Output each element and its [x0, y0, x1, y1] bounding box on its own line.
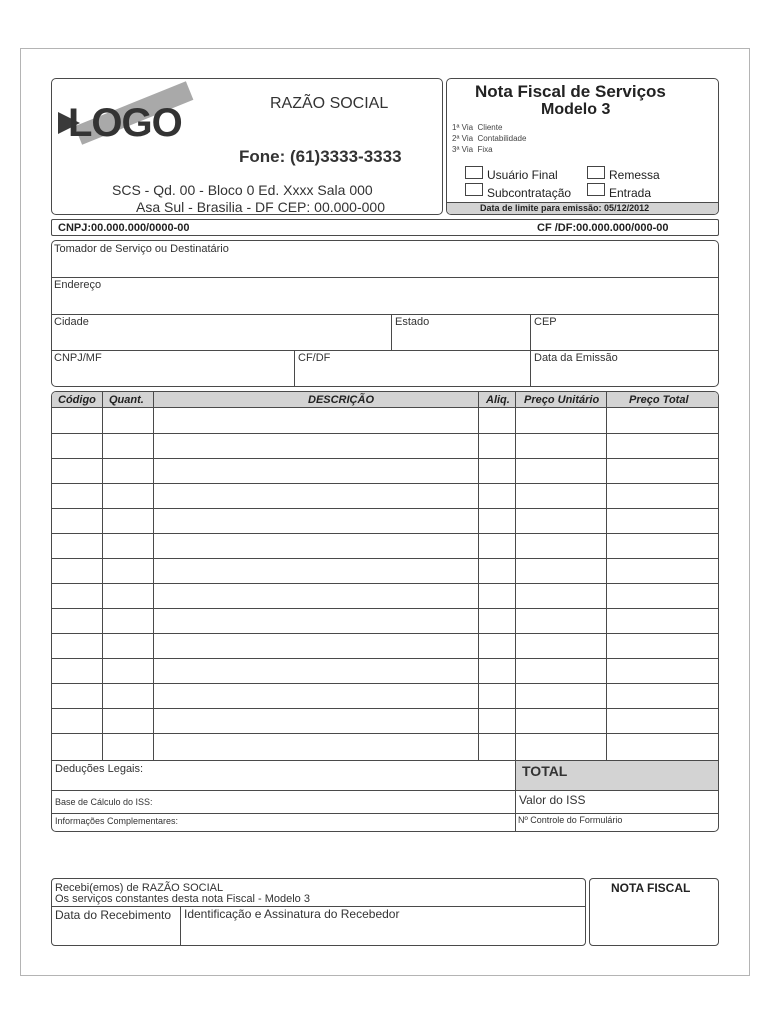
- table-row-divider: [52, 583, 718, 584]
- subcontratacao-label: Subcontratação: [487, 186, 572, 200]
- col-header-quant: Quant.: [109, 394, 144, 406]
- divider: [52, 813, 718, 814]
- receipt-line2: Os serviços constantes desta nota Fiscal - Modelo 3: [55, 893, 310, 905]
- subcontratacao-checkbox[interactable]: [465, 183, 483, 196]
- data-emissao-field[interactable]: Data da Emissão: [534, 352, 618, 364]
- nota-title: Nota Fiscal de Serviços: [475, 82, 666, 101]
- table-row-divider: [52, 733, 718, 734]
- issuer-address-line2: Asa Sul - Brasilia - DF CEP: 00.000-000: [136, 199, 385, 215]
- entrada-label: Entrada: [609, 186, 652, 200]
- via-2: 2ª Via Contabilidade: [452, 134, 527, 143]
- table-row-divider: [52, 708, 718, 709]
- cep-field[interactable]: CEP: [534, 316, 557, 328]
- issuer-phone: Fone: (61)3333-3333: [239, 147, 402, 166]
- cf-df-field[interactable]: CF/DF: [298, 352, 331, 364]
- col-header-codigo: Código: [58, 394, 96, 406]
- table-row-divider: [52, 683, 718, 684]
- col-header-preco-total: Preço Total: [629, 394, 689, 406]
- issuer-box: [51, 78, 443, 215]
- endereco-field[interactable]: Endereço: [54, 279, 102, 291]
- divider: [52, 350, 718, 351]
- col-header-descricao: DESCRIÇÃO: [308, 394, 375, 406]
- divider: [530, 314, 531, 387]
- divider: [180, 906, 181, 945]
- table-row-divider: [52, 533, 718, 534]
- table-row-divider: [52, 633, 718, 634]
- table-row-divider: [52, 433, 718, 434]
- remessa-label: Remessa: [609, 168, 660, 182]
- valor-iss-field[interactable]: Valor do ISS: [519, 793, 586, 807]
- recipient-box: [51, 240, 719, 387]
- deducoes-field[interactable]: Deduções Legais:: [55, 763, 144, 775]
- table-row-divider: [52, 508, 718, 509]
- company-name: RAZÃO SOCIAL: [270, 95, 389, 112]
- col-header-aliq: Aliq.: [486, 394, 510, 406]
- table-row-divider: [52, 558, 718, 559]
- via-1: 1ª Via Cliente: [452, 123, 503, 132]
- cnpj-bar: [51, 219, 719, 236]
- entrada-checkbox[interactable]: [587, 183, 605, 196]
- usuario-final-label: Usuário Final: [487, 168, 558, 182]
- table-row-divider: [52, 658, 718, 659]
- nota-fiscal-stub: [589, 878, 719, 946]
- cidade-field[interactable]: Cidade: [54, 316, 89, 328]
- divider: [391, 314, 392, 350]
- total-label: TOTAL: [522, 763, 568, 779]
- info-complementares-field[interactable]: Informações Complementares:: [55, 816, 179, 826]
- remessa-checkbox[interactable]: [587, 166, 605, 179]
- divider: [294, 350, 295, 387]
- tomador-field[interactable]: Tomador de Serviço ou Destinatário: [54, 243, 229, 255]
- via-3: 3ª Via Fixa: [452, 145, 493, 154]
- divider: [52, 314, 718, 315]
- data-recebimento-field[interactable]: Data do Recebimento: [55, 908, 172, 922]
- logo: LOGO: [68, 101, 182, 145]
- issuer-address-line1: SCS - Qd. 00 - Bloco 0 Ed. Xxxx Sala 000: [112, 182, 373, 198]
- assinatura-field[interactable]: Identificação e Assinatura do Recebedor: [184, 907, 400, 921]
- nota-fiscal-stub-label: NOTA FISCAL: [611, 881, 691, 895]
- col-header-preco-unitario: Preço Unitário: [524, 394, 600, 406]
- cnpj-mf-field[interactable]: CNPJ/MF: [54, 352, 102, 364]
- controle-formulario-field[interactable]: Nº Controle do Formulário: [518, 815, 623, 825]
- item-rows: [52, 392, 718, 760]
- base-calculo-field[interactable]: Base de Cálculo do ISS:: [55, 797, 153, 807]
- estado-field[interactable]: Estado: [395, 316, 430, 328]
- deadline-text: Data de limite para emissão: 05/12/2012: [480, 203, 650, 213]
- table-row-divider: [52, 458, 718, 459]
- divider: [52, 277, 718, 278]
- nota-box: [446, 78, 719, 215]
- table-row-divider: [52, 483, 718, 484]
- table-row-divider: [52, 608, 718, 609]
- issuer-cf-df: CF /DF:00.000.000/000-00: [537, 222, 669, 234]
- items-table: [51, 391, 719, 832]
- issuer-cnpj: CNPJ:00.000.000/0000-00: [58, 222, 190, 234]
- divider: [52, 790, 718, 791]
- receipt-box: [51, 878, 586, 946]
- usuario-final-checkbox[interactable]: [465, 166, 483, 179]
- nota-model: Modelo 3: [541, 101, 611, 118]
- receipt-line1: Recebi(emos) de RAZÃO SOCIAL: [55, 882, 224, 894]
